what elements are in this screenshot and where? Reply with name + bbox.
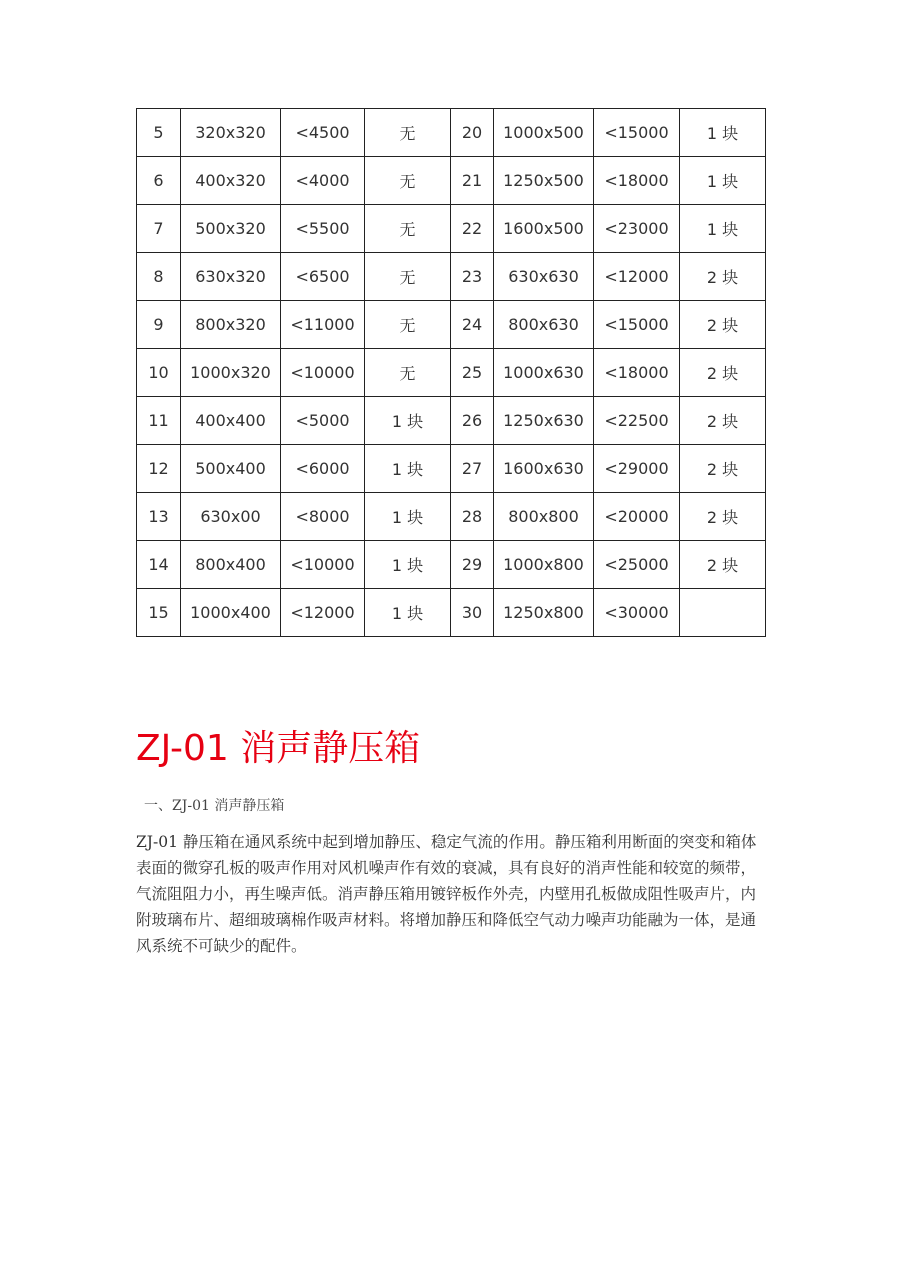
table-cell: 400x400 [181,397,281,445]
table-cell: 13 [137,493,181,541]
table-cell: 9 [137,301,181,349]
table-cell: 无 [365,205,451,253]
table-cell: 无 [365,301,451,349]
table-cell: <8000 [281,493,365,541]
table-cell: 500x320 [181,205,281,253]
table-cell: 无 [365,253,451,301]
table-cell: 630x00 [181,493,281,541]
table-row [137,493,766,541]
table-cell: 1 块 [365,493,451,541]
table-cell: 无 [365,157,451,205]
table-cell: 630x320 [181,253,281,301]
table-row [137,589,766,637]
table-cell: 1000x400 [181,589,281,637]
table-cell: <6500 [281,253,365,301]
table-cell: <23000 [594,205,680,253]
table-cell: <20000 [594,493,680,541]
table-cell: 11 [137,397,181,445]
table-cell: 26 [451,397,494,445]
table-cell: 21 [451,157,494,205]
table-row [137,397,766,445]
table-cell: 320x320 [181,109,281,157]
table-cell: <11000 [281,301,365,349]
table-cell: 24 [451,301,494,349]
table-row [137,205,766,253]
table-cell: <4000 [281,157,365,205]
table-cell: <5000 [281,397,365,445]
table-cell: <12000 [594,253,680,301]
table-cell: 12 [137,445,181,493]
table-cell: <15000 [594,301,680,349]
table-cell: 1250x630 [494,397,594,445]
table-cell: <4500 [281,109,365,157]
table-cell: <10000 [281,541,365,589]
table-cell: 1 块 [365,397,451,445]
table-cell: 1 块 [680,157,766,205]
table-cell: 2 块 [680,301,766,349]
table-cell: <22500 [594,397,680,445]
table-cell: 2 块 [680,349,766,397]
table-cell: 800x800 [494,493,594,541]
table-cell: <6000 [281,445,365,493]
table-cell: <29000 [594,445,680,493]
table-cell: <30000 [594,589,680,637]
table-cell: 1000x630 [494,349,594,397]
table-cell: 1250x500 [494,157,594,205]
table-cell: <5500 [281,205,365,253]
table-cell: <18000 [594,349,680,397]
table-cell: 1600x500 [494,205,594,253]
table-cell: 20 [451,109,494,157]
spec-table [136,108,766,637]
table-cell: 1 块 [680,205,766,253]
table-cell: 23 [451,253,494,301]
table-cell: <15000 [594,109,680,157]
table-cell: 2 块 [680,493,766,541]
table-cell: 1 块 [365,445,451,493]
table-cell: 400x320 [181,157,281,205]
table-cell: 2 块 [680,253,766,301]
table-cell: 800x400 [181,541,281,589]
table-cell: 15 [137,589,181,637]
table-cell: <18000 [594,157,680,205]
table-cell: 500x400 [181,445,281,493]
table-cell: 800x630 [494,301,594,349]
table-cell: 630x630 [494,253,594,301]
table-cell: 1 块 [365,541,451,589]
table-cell: 1600x630 [494,445,594,493]
table-row [137,445,766,493]
table-cell: 7 [137,205,181,253]
table-cell: 30 [451,589,494,637]
table-cell: 10 [137,349,181,397]
table-cell: 2 块 [680,397,766,445]
table-cell: 1 块 [680,109,766,157]
table-cell: 14 [137,541,181,589]
table-cell: 无 [365,349,451,397]
table-row [137,157,766,205]
table-cell: 800x320 [181,301,281,349]
table-cell: 22 [451,205,494,253]
table-cell: <12000 [281,589,365,637]
table-cell: 2 块 [680,541,766,589]
table-row [137,109,766,157]
table-cell: <25000 [594,541,680,589]
table-cell: 5 [137,109,181,157]
table-cell: 1 块 [365,589,451,637]
table-cell: 6 [137,157,181,205]
table-cell: 1000x800 [494,541,594,589]
section-subtitle: 一、ZJ-01 消声静压箱 [144,798,285,814]
table-cell: 2 块 [680,445,766,493]
table-cell: 1000x320 [181,349,281,397]
table-cell: 29 [451,541,494,589]
table-row [137,301,766,349]
table-row [137,349,766,397]
table-cell: <10000 [281,349,365,397]
table-cell: 25 [451,349,494,397]
table-cell: 1250x800 [494,589,594,637]
table-cell: 27 [451,445,494,493]
table-cell: 1000x500 [494,109,594,157]
section-body: ZJ-01 静压箱在通风系统中起到增加静压、稳定气流的作用。静压箱利用断面的突变和箱体表面的微穿孔板的吸声作用对风机噪声作有效的衰减，具有良好的消声性能和较宽的频带，气流阻阻力小，再生噪声低。消声静压箱用镀锌板作外壳，内壁用孔板做成阻性吸声片，内附玻璃布片、超细玻璃棉作吸声材料。将增加静压和降低空气动力噪声功能融为一体，是通风系统不可缺少的配件。 [136,833,757,955]
table-cell: 8 [137,253,181,301]
section-title: ZJ-01 消声静压箱 [136,728,421,769]
table-row [137,253,766,301]
table-cell: 28 [451,493,494,541]
table-cell: 无 [365,109,451,157]
table-cell [680,589,766,637]
table-row [137,541,766,589]
spec-table-body [137,109,766,637]
